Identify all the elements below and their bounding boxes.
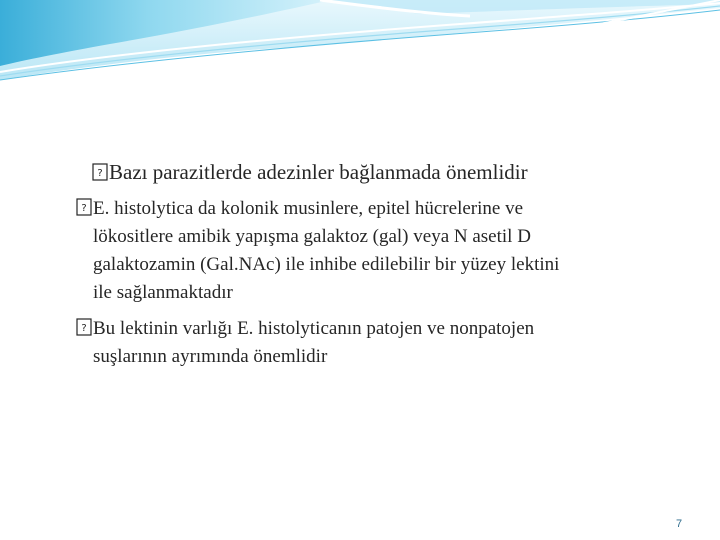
replacement-glyph-icon: [76, 318, 92, 336]
sub-bullet-2-line-1: ? Bu lektinin varlığı E. histolyticanın patojen ve nonpatojen: [76, 315, 534, 343]
title-bullet-text: Bazı parazitlerde adezinler bağlanmada önemlidir: [109, 160, 528, 184]
sub-bullet-1-line-4: ile sağlanmaktadır: [93, 282, 233, 303]
page-number: 7: [676, 518, 683, 530]
replacement-glyph-icon: [76, 198, 92, 216]
svg-text:?: ?: [81, 323, 87, 334]
sub-bullet-1-line-2: lökositlere amibik yapışma galaktoz (gal) veya N asetil D: [93, 226, 531, 247]
sub-bullet-2: [76, 315, 534, 371]
sub-bullet-1-line-3: galaktozamin (Gal.NAc) ile inhibe edilebilir bir yüzey lektini: [93, 254, 560, 275]
title-bullet: [92, 157, 528, 187]
svg-text:?: ?: [97, 168, 103, 179]
sub-bullet-1: [76, 195, 559, 307]
replacement-glyph-icon: [92, 163, 108, 181]
sub-bullet-1-line-1: ? E. histolytica da kolonik musinlere, epitel hücrelerine ve: [76, 195, 559, 223]
sub-bullet-2-line-2: suşlarının ayrımında önemlidir: [93, 346, 328, 367]
svg-text:?: ?: [81, 203, 87, 214]
